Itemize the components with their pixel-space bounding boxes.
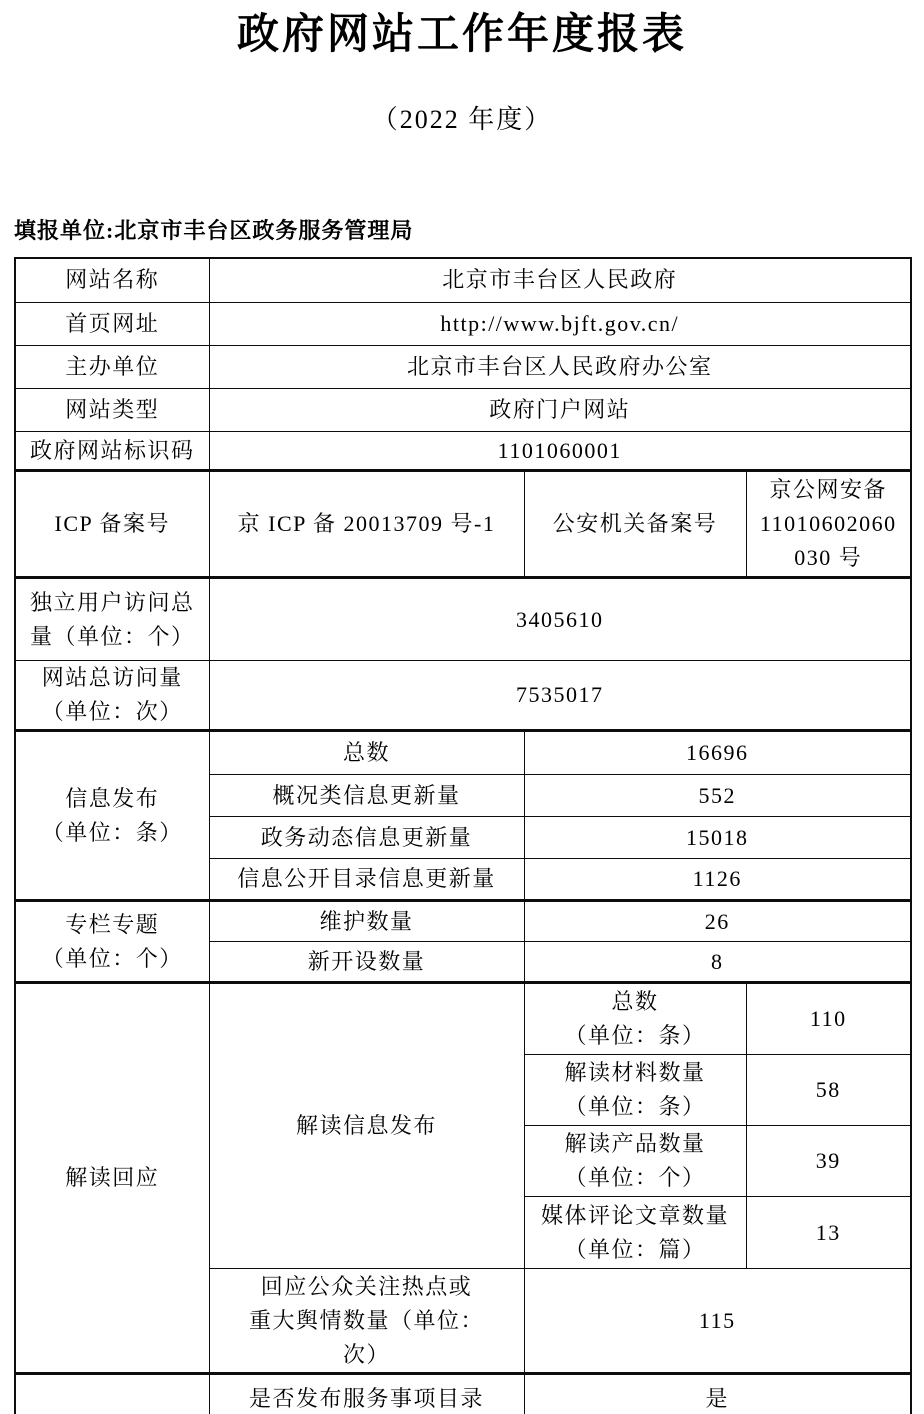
page-title: 政府网站工作年度报表 [236, 10, 687, 57]
interp-total-label: 总数 （单位：条） [524, 983, 746, 1055]
site-code-value: 1101060001 [209, 432, 911, 471]
interp-total-value: 110 [746, 983, 911, 1055]
security-filing-value: 京公网安备 11010602060 030 号 [746, 471, 911, 578]
service-catalog-row [15, 1374, 911, 1414]
total-visits-row [15, 661, 911, 731]
site-type-label: 网站类型 [15, 389, 209, 432]
page-subtitle: （2022 年度） [371, 104, 553, 134]
interp-product-label: 解读产品数量 （单位：个） [524, 1126, 746, 1197]
info-publish-label: 信息发布 （单位：条） [15, 731, 209, 901]
icp-value: 京 ICP 备 20013709 号-1 [209, 471, 524, 578]
site-name-row [15, 258, 911, 303]
service-catalog-empty-cell [15, 1374, 209, 1414]
new-count-value: 8 [524, 942, 911, 983]
info-total-label: 总数 [209, 731, 524, 775]
site-code-label: 政府网站标识码 [15, 432, 209, 471]
info-overview-value: 552 [524, 775, 911, 817]
site-name-value: 北京市丰台区人民政府 [209, 258, 911, 303]
security-filing-label: 公安机关备案号 [524, 471, 746, 578]
interp-media-label: 媒体评论文章数量 （单位：篇） [524, 1197, 746, 1269]
interpretation-total-row [15, 983, 911, 1055]
interp-material-label: 解读材料数量 （单位：条） [524, 1055, 746, 1126]
columns-topics-label: 专栏专题 （单位：个） [15, 901, 209, 983]
total-visits-value: 7535017 [209, 661, 911, 731]
total-visits-label: 网站总访问量 （单位：次） [15, 661, 209, 731]
interp-material-value: 58 [746, 1055, 911, 1126]
info-dynamic-label: 政务动态信息更新量 [209, 817, 524, 859]
site-name-label: 网站名称 [15, 258, 209, 303]
unique-visitors-row [15, 578, 911, 661]
site-type-row [15, 389, 911, 432]
columns-maintained-row [15, 901, 911, 942]
maintained-count-label: 维护数量 [209, 901, 524, 942]
unique-visitors-label: 独立用户访问总 量（单位：个） [15, 578, 209, 661]
hotspot-response-value: 115 [524, 1269, 911, 1374]
info-publish-total-row [15, 731, 911, 775]
home-url-row [15, 303, 911, 346]
organizer-value: 北京市丰台区人民政府办公室 [209, 346, 911, 389]
icp-row [15, 471, 911, 578]
interp-product-value: 39 [746, 1126, 911, 1197]
unique-visitors-value: 3405610 [209, 578, 911, 661]
organizer-label: 主办单位 [15, 346, 209, 389]
interpretation-label: 解读回应 [15, 983, 209, 1374]
reporting-unit-label: 填报单位:北京市丰台区政务服务管理局 [14, 217, 414, 243]
info-overview-label: 概况类信息更新量 [209, 775, 524, 817]
site-code-row [15, 432, 911, 471]
home-url-value: http://www.bjft.gov.cn/ [209, 303, 911, 346]
interpretation-publish-label: 解读信息发布 [209, 983, 524, 1269]
new-count-label: 新开设数量 [209, 942, 524, 983]
annual-report-table [14, 257, 912, 1414]
maintained-count-value: 26 [524, 901, 911, 942]
hotspot-response-label: 回应公众关注热点或 重大舆情数量（单位： 次） [209, 1269, 524, 1374]
service-catalog-label: 是否发布服务事项目录 [209, 1374, 524, 1414]
home-url-label: 首页网址 [15, 303, 209, 346]
info-total-value: 16696 [524, 731, 911, 775]
service-catalog-value: 是 [524, 1374, 911, 1414]
info-catalog-label: 信息公开目录信息更新量 [209, 859, 524, 901]
site-type-value: 政府门户网站 [209, 389, 911, 432]
interp-media-value: 13 [746, 1197, 911, 1269]
info-dynamic-value: 15018 [524, 817, 911, 859]
info-catalog-value: 1126 [524, 859, 911, 901]
organizer-row [15, 346, 911, 389]
icp-label: ICP 备案号 [15, 471, 209, 578]
